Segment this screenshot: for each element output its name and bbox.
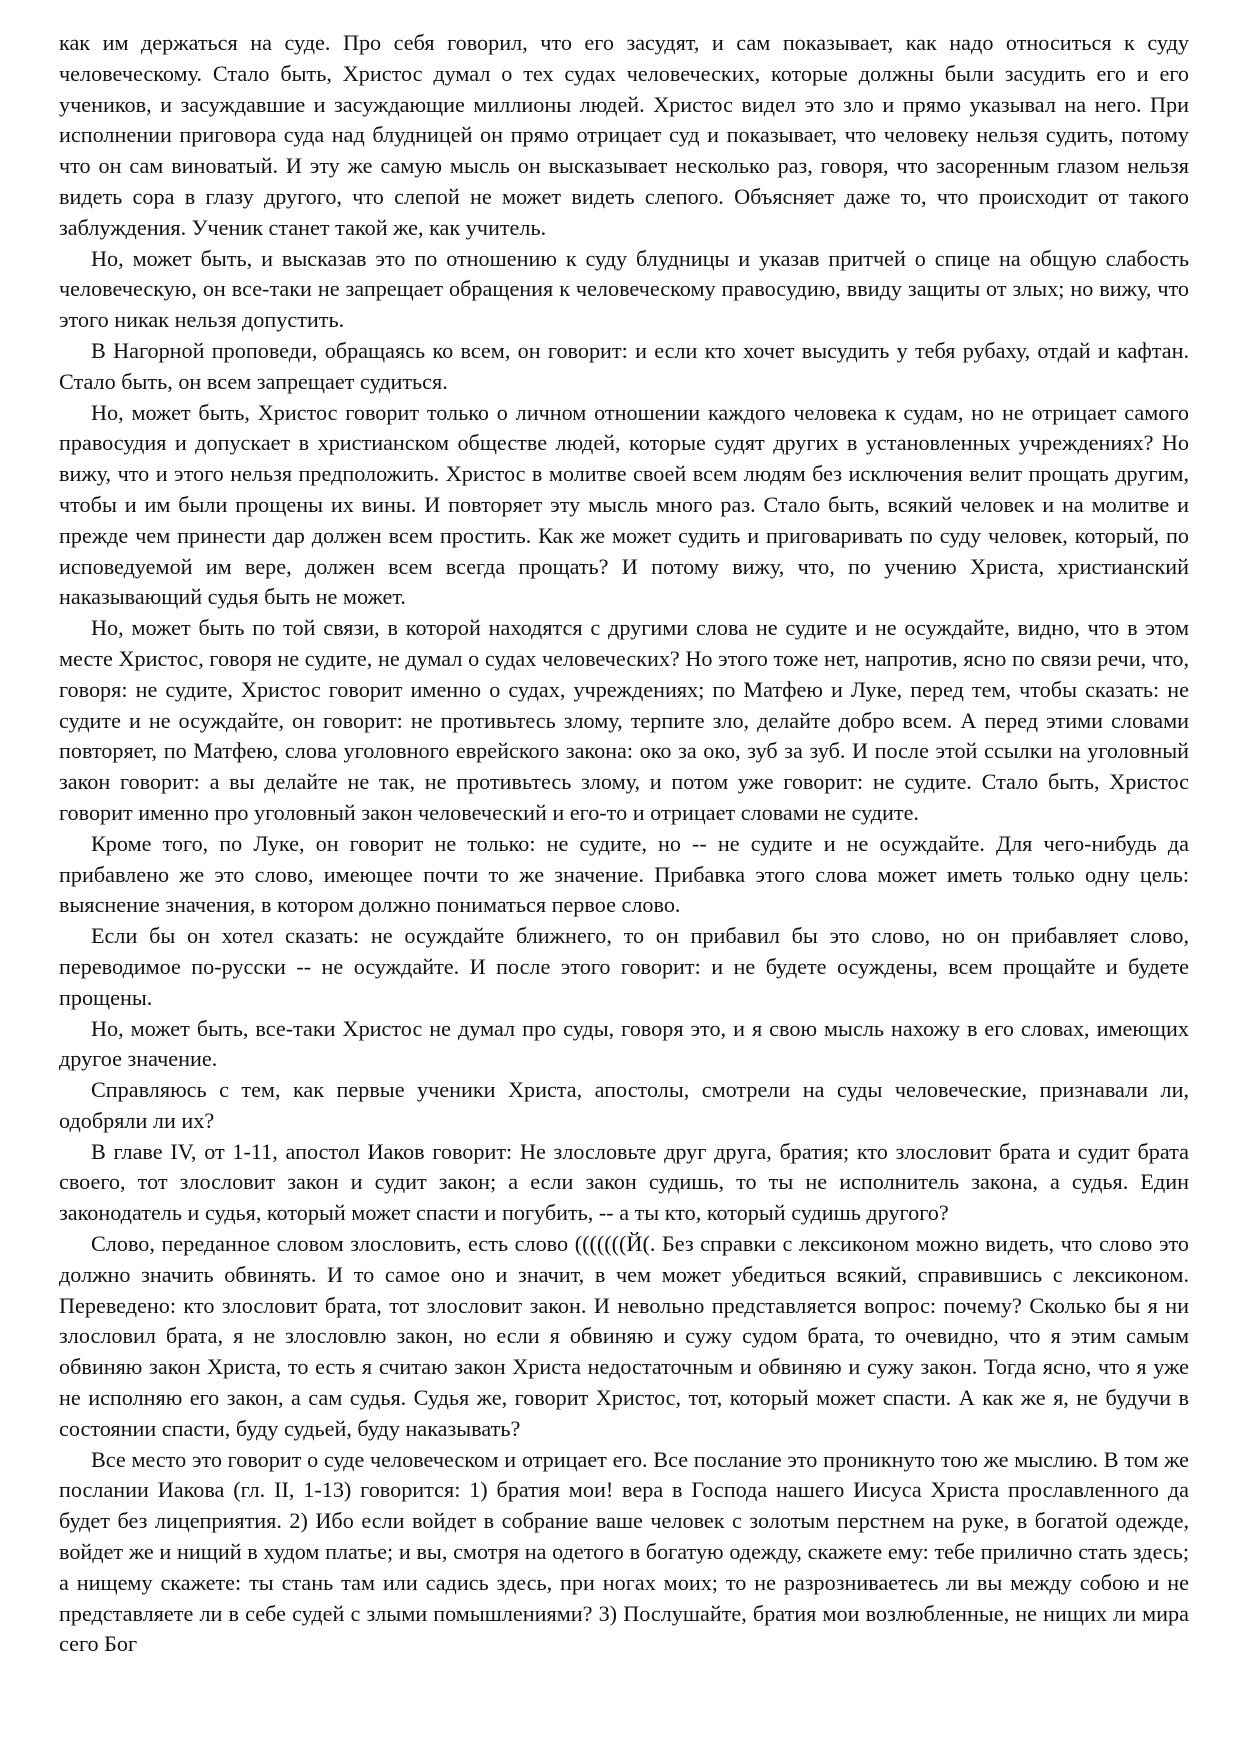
paragraph-9: Справляюсь с тем, как первые ученики Христа, апостолы, смотрели на суды человеческие, признавали ли, одобряли ли их?: [59, 1077, 1189, 1133]
paragraph-4: Но, может быть, Христос говорит только о личном отношении каждого человека к судам, но не отрицает самого правосудия и допускает в христианском обществе людей, которые судят других в установленных учреждениях? Но вижу, что и этого нельзя предположить. Христос в молитве своей всем людям без исключения велит прощать другим, чтобы и им были прощены их вины. И повторяет эту мысль много раз. Стало быть, всякий человек и на молитве и прежде чем принести дар должен всем простить. Как же может судить и приговаривать по суду человек, который, по исповедуемой им вере, должен всем всегда прощать? И потому вижу, что, по учению Христа, христианский наказывающий судья быть не может.: [59, 399, 1189, 610]
paragraph-6: Кроме того, по Луке, он говорит не только: не судите, но -- не судите и не осуждайте. Для чего-нибудь да прибавлено же это слово, имеющее почти то же значение. Прибавка этого слова может иметь только одну цель: выяснение значения, в котором должно пониматься первое слово.: [59, 830, 1189, 918]
paragraph-10: В главе IV, от 1-11, апостол Иаков говорит: Не злословьте друг друга, братия; кто злословит брата и судит брата своего, тот злословит закон и судит закон; а если закон судишь, то ты не исполнитель закона, а судья. Един законодатель и судья, который может спасти и погубить, -- а ты кто, который судишь другого?: [59, 1138, 1189, 1226]
document-page: [59, 28, 1189, 1660]
paragraph-2: Но, может быть, и высказав это по отношению к суду блудницы и указав притчей о спице на общую слабость человеческую, он все-таки не запрещает обращения к человеческому правосудию, ввиду защиты от злых; но вижу, что этого никак нельзя допустить.: [59, 245, 1189, 333]
paragraph-5: Но, может быть по той связи, в которой находятся с другими слова не судите и не осуждайте, видно, что в этом месте Христос, говоря не судите, не думал о судах человеческих? Но этого тоже нет, напротив, ясно по связи речи, что, говоря: не судите, Христос говорит именно о судах, учреждениях; по Матфею и Луке, перед тем, чтобы сказать: не судите и не осуждайте, он говорит: не противьтесь злому, терпите зло, делайте добро всем. А перед этими словами повторяет, по Матфею, слова уголовного еврейского закона: око за око, зуб за зуб. И после этой ссылки на уголовный закон говорит: а вы делайте не так, не противьтесь злому, и потом уже говорит: не судите. Стало быть, Христос говорит именно про уголовный закон человеческий и его-то и отрицает словами не судите.: [59, 615, 1189, 825]
paragraph-12: Все место это говорит о суде человеческом и отрицает его. Все послание это проникнуто тою же мыслию. В том же послании Иакова (гл. II, 1-13) говорится: 1) братия мои! вера в Господа нашего Иисуса Христа прославленного да будет без лицеприятия. 2) Ибо если войдет в собрание ваше человек с золотым перстнем на руке, в богатой одежде, войдет же и нищий в худом платье; и вы, смотря на одетого в богатую одежду, скажете ему: тебе прилично стать здесь; а нищему скажете: ты стань там или садись здесь, при ногах моих; то не разрозниваетесь ли вы между собою и не представляете ли в себе судей с злыми помышлениями? 3) Послушайте, братия мои возлюбленные, не нищих ли мира сего Бог: [59, 1446, 1189, 1657]
paragraph-7: Если бы он хотел сказать: не осуждайте ближнего, то он прибавил бы это слово, но он прибавляет слово, переводимое по-русски -- не осуждайте. И после этого говорит: и не будете осуждены, всем прощайте и будете прощены.: [59, 923, 1189, 1010]
paragraph-1: как им держаться на суде. Про себя говорил, что его засудят, и сам показывает, как надо относиться к суду человеческому. Стало быть, Христос думал о тех судах человеческих, которые должны были засудить его и его учеников, и засуждавшие и засуждающие миллионы людей. Христос видел это зло и прямо указывал на него. При исполнении приговора суда над блудницей он прямо отрицает суд и показывает, что человеку нельзя судить, потому что он сам виноватый. И эту же самую мысль он высказывает несколько раз, говоря, что засоренным глазом нельзя видеть сора в глазу другого, что слепой не может видеть слепого. Объясняет даже то, что происходит от такого заблуждения. Ученик станет такой же, как учитель.: [59, 30, 1189, 240]
paragraph-3: В Нагорной проповеди, обращаясь ко всем, он говорит: и если кто хочет высудить у тебя рубаху, отдай и кафтан. Стало быть, он всем запрещает судиться.: [59, 337, 1189, 394]
paragraph-11: Слово, переданное словом злословить, есть слово (((((((Й(. Без справки с лексиконом можно видеть, что слово это должно значить обвинять. И то самое оно и значит, в чем может убедиться всякий, справившись с лексиконом. Переведено: кто злословит брата, тот злословит закон. И невольно представляется вопрос: почему? Сколько бы я ни злословил брата, я не злословлю закон, но если я обвиняю и сужу судом брата, то очевидно, что я этим самым обвиняю закон Христа, то есть я считаю закон Христа недостаточным и обвиняю и сужу закон. Тогда ясно, что я уже не исполняю его закон, а сам судья. Судья же, говорит Христос, тот, который может спасти. А как же я, не будучи в состоянии спасти, буду судьей, буду наказывать?: [59, 1231, 1189, 1441]
paragraph-8: Но, может быть, все-таки Христос не думал про суды, говоря это, и я свою мысль нахожу в его словах, имеющих другое значение.: [59, 1015, 1189, 1072]
